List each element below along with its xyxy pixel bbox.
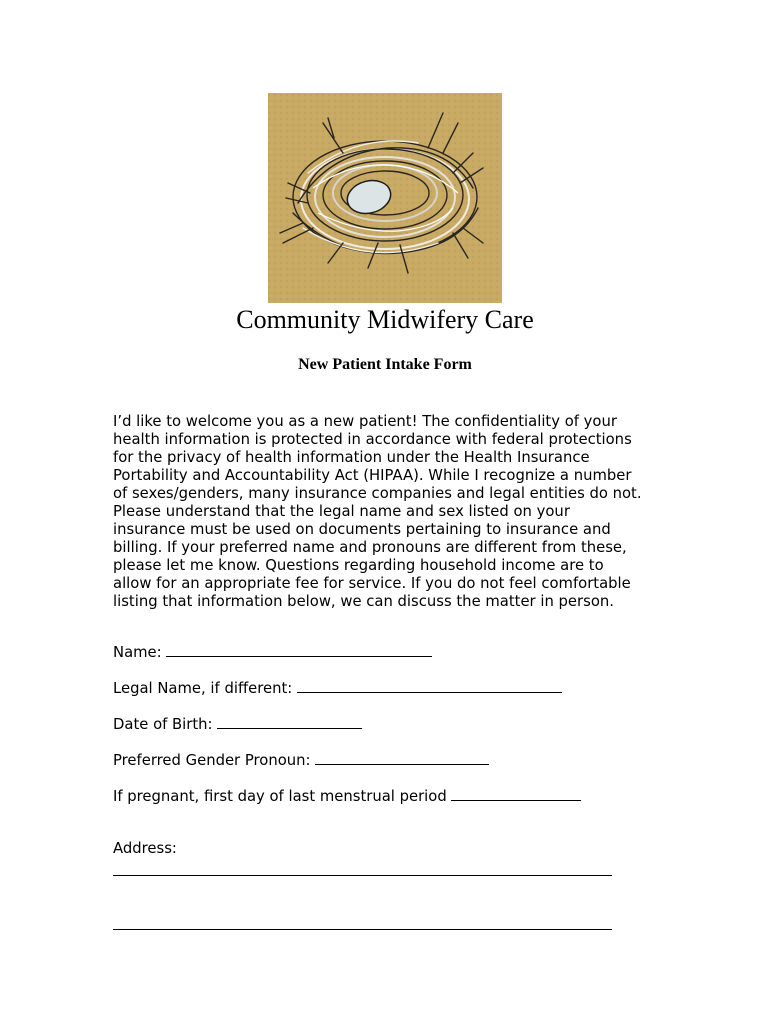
address-label: Address: <box>113 840 177 857</box>
lmp-label: If pregnant, first day of last menstrual period <box>113 788 447 805</box>
form-subtitle: New Patient Intake Form <box>298 356 472 373</box>
intro-line: health information is protected in accordance with federal protections <box>113 431 632 448</box>
intro-line: of sexes/genders, many insurance companies and legal entities do not. <box>113 485 642 502</box>
intro-line: Portability and Accountability Act (HIPAA). While I recognize a number <box>113 467 632 484</box>
page-title: Community Midwifery Care <box>236 305 534 334</box>
pronoun-label: Preferred Gender Pronoun: <box>113 752 311 769</box>
lmp-blank[interactable] <box>451 786 581 801</box>
lmp-field-row <box>113 786 581 806</box>
intro-line: insurance must be used on documents pertaining to insurance and <box>113 521 611 538</box>
pronoun-field-row <box>113 750 489 770</box>
dob-field-row <box>113 714 362 734</box>
intro-line: Please understand that the legal name and sex listed on your <box>113 503 570 520</box>
intro-line: for the privacy of health information under the Health Insurance <box>113 449 590 466</box>
name-field-row <box>113 642 432 662</box>
name-blank[interactable] <box>166 642 432 657</box>
dob-blank[interactable] <box>217 714 362 729</box>
intro-line: listing that information below, we can discuss the matter in person. <box>113 593 614 610</box>
address-line-1[interactable] <box>113 875 612 876</box>
intro-line: billing. If your preferred name and pronouns are different from these, <box>113 539 627 556</box>
pronoun-blank[interactable] <box>315 750 489 765</box>
intro-line: please let me know. Questions regarding household income are to <box>113 557 604 574</box>
intro-line: allow for an appropriate fee for service. If you do not feel comfortable <box>113 575 631 592</box>
name-label: Name: <box>113 644 162 661</box>
legal-name-label: Legal Name, if different: <box>113 680 293 697</box>
intro-paragraph <box>113 413 673 611</box>
address-line-2[interactable] <box>113 929 612 930</box>
dob-label: Date of Birth: <box>113 716 213 733</box>
bird-nest-with-egg-icon <box>268 93 502 303</box>
intro-line: I’d like to welcome you as a new patient! The confidentiality of your <box>113 413 617 430</box>
legal-name-field-row <box>113 678 562 698</box>
legal-name-blank[interactable] <box>297 678 562 693</box>
address-field-row <box>113 840 177 858</box>
